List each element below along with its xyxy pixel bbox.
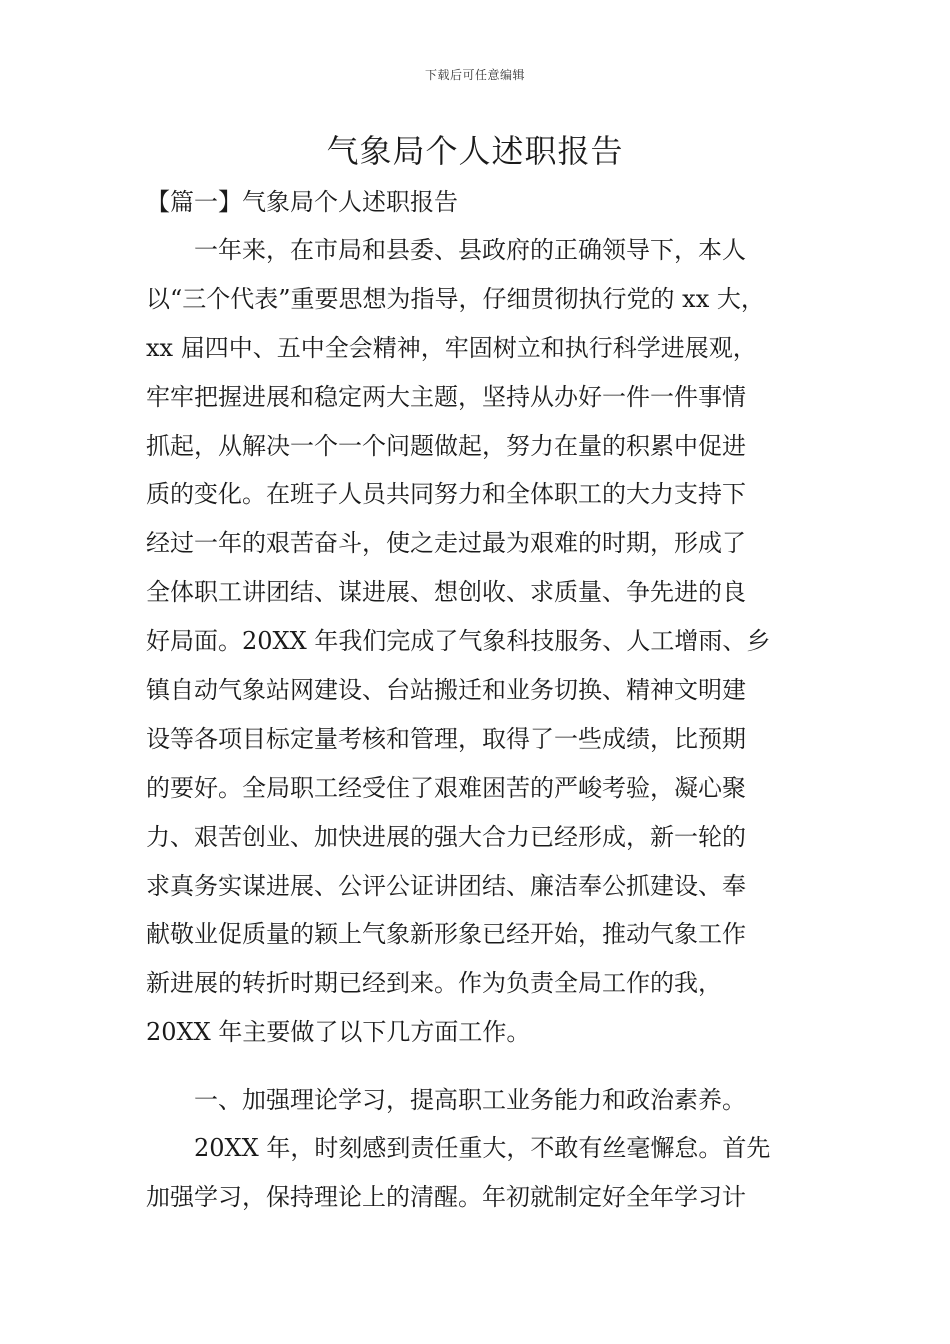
section-heading: 【篇一】气象局个人述职报告 [146, 188, 458, 216]
paragraph-line: 力、艰苦创业、加快进展的强大合力已经形成，新一轮的 [146, 822, 746, 851]
paragraph-line: 以“三个代表”重要思想为指导，仔细贯彻执行党的 xx 大， [146, 284, 765, 313]
paragraph-line: 质的变化。在班子人员共同努力和全体职工的大力支持下 [146, 480, 746, 509]
paragraph-line: 镇自动气象站网建设、台站搬迁和业务切换、精神文明建 [146, 676, 746, 705]
paragraph-line: 新进展的转折时期已经到来。作为负责全局工作的我， [146, 969, 722, 998]
paragraph-line: 好局面。20XX 年我们完成了气象科技服务、人工增雨、乡 [146, 627, 771, 656]
document-title: 气象局个人述职报告 [326, 132, 624, 170]
paragraph-line: 的要好。全局职工经受住了艰难困苦的严峻考验，凝心聚 [146, 773, 746, 802]
paragraph-line: 加强学习，保持理论上的清醒。年初就制定好全年学习计 [146, 1182, 746, 1211]
paragraph-line: 20XX 年，时刻感到责任重大，不敢有丝毫懈怠。首先 [194, 1134, 771, 1162]
subheading-line: 一、加强理论学习，提高职工业务能力和政治素养。 [194, 1086, 746, 1114]
paragraph-line: 20XX 年主要做了以下几方面工作。 [146, 1018, 531, 1047]
header-note: 下载后可任意编辑 [424, 68, 525, 82]
paragraph-line: 求真务实谋进展、公评公证讲团结、廉洁奉公抓建设、奉 [146, 871, 746, 900]
paragraph-line: xx 届四中、五中全会精神，牢固树立和执行科学进展观， [146, 333, 757, 362]
paragraph-line: 一年来，在市局和县委、县政府的正确领导下，本人 [194, 236, 746, 264]
paragraph-line: 献敬业促质量的颖上气象新形象已经开始，推动气象工作 [146, 920, 746, 949]
paragraph-line: 全体职工讲团结、谋进展、想创收、求质量、争先进的良 [146, 578, 746, 607]
paragraph-line: 抓起，从解决一个一个问题做起，努力在量的积累中促进 [146, 431, 746, 460]
paragraph-line: 经过一年的艰苦奋斗，使之走过最为艰难的时期，形成了 [146, 529, 746, 558]
subheading-1 [146, 1076, 806, 1125]
paragraph-line: 牢牢把握进展和稳定两大主题，坚持从办好一件一件事情 [146, 382, 746, 411]
paragraph-1 [146, 226, 806, 1057]
paragraph-line: 设等各项目标定量考核和管理，取得了一些成绩，比预期 [146, 724, 746, 753]
paragraph-2 [146, 1124, 806, 1222]
